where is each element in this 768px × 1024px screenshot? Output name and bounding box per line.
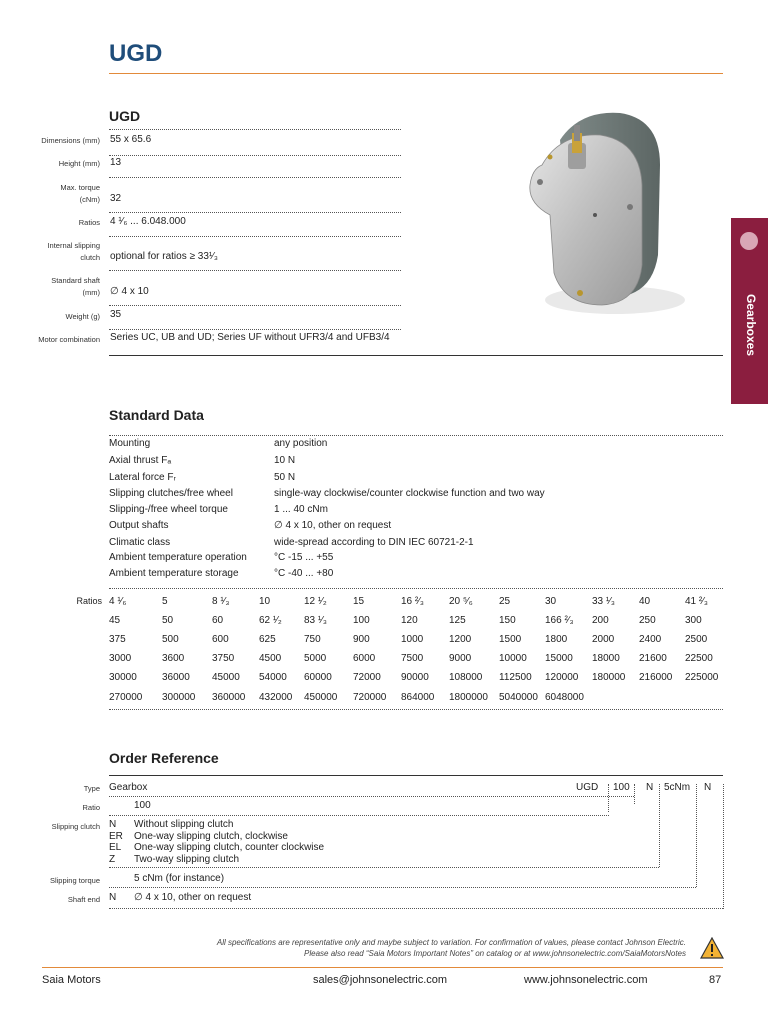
standard-row: Axial thrust Fₐ 10 N — [109, 455, 296, 466]
spec-label: Max. torque — [60, 183, 100, 192]
divider — [109, 155, 401, 156]
divider — [109, 435, 723, 436]
footer-rule — [42, 967, 723, 968]
spec-label: Weight (g) — [65, 312, 100, 321]
spec-label: Motor combination — [38, 335, 100, 344]
spec-value: Series UC, UB and UD; Series UF without UFR3/4 and UFB3/4 — [110, 332, 390, 343]
ratio-cell: 360000 — [212, 692, 246, 703]
divider — [109, 236, 401, 237]
ratio-cell: 41 ²⁄₃ — [685, 596, 708, 607]
page-number: 87 — [709, 974, 722, 986]
footer-brand: Saia Motors — [42, 974, 101, 986]
divider — [109, 815, 609, 816]
clutch-code: N — [109, 819, 117, 830]
ratio-cell: 1800 — [545, 634, 568, 645]
spec-value: 4 ¹⁄₆ ... 6.048.000 — [110, 216, 186, 227]
spec-value: 32 — [110, 193, 122, 204]
standard-row: Output shafts ∅ 4 x 10, other on request — [109, 520, 392, 531]
ratio-cell: 864000 — [401, 692, 435, 703]
order-label: Slipping clutch — [51, 822, 100, 831]
ratio-cell: 375 — [109, 634, 126, 645]
ratio-cell: 90000 — [401, 672, 429, 683]
ratio-cell: 432000 — [259, 692, 293, 703]
order-code: 5cNm — [664, 782, 691, 793]
ratio-cell: 100 — [353, 615, 370, 626]
ratio-cell: 45 — [109, 615, 121, 626]
ratio-cell: 8 ¹⁄₃ — [212, 596, 230, 607]
clutch-desc: One-way slipping clutch, clockwise — [134, 831, 288, 842]
disclaimer-line: All specifications are representative only and maybe subject to variation. For confirmation of values, please contact Johnson Electric. — [216, 938, 686, 947]
ratio-cell: 45000 — [212, 672, 240, 683]
ratio-cell: 166 ²⁄₃ — [545, 615, 574, 626]
ratio-cell: 125 — [449, 615, 466, 626]
spec-label: Standard shaft — [51, 276, 100, 285]
divider — [109, 588, 723, 589]
spec-label: Dimensions (mm) — [41, 136, 100, 145]
ratio-cell: 10 — [259, 596, 271, 607]
ratio-cell: 50 — [162, 615, 174, 626]
ratio-cell: 720000 — [353, 692, 387, 703]
clutch-desc: Without slipping clutch — [134, 819, 234, 830]
ratio-cell: 7500 — [401, 653, 424, 664]
order-code: 100 — [613, 782, 630, 793]
ratio-cell: 33 ¹⁄₃ — [592, 596, 615, 607]
ratio-cell: 1500 — [499, 634, 522, 645]
ratios-label: Ratios — [76, 596, 102, 606]
warning-icon — [700, 937, 724, 959]
divider — [109, 329, 401, 330]
ratio-cell: 1000 — [401, 634, 424, 645]
spec-label: clutch — [80, 253, 100, 262]
clutch-desc: Two-way slipping clutch — [134, 854, 240, 865]
spec-value: 55 x 65.6 — [110, 134, 152, 145]
divider — [109, 796, 634, 797]
ratio-cell: 2500 — [685, 634, 708, 645]
divider — [109, 305, 401, 306]
ratio-cell: 3750 — [212, 653, 235, 664]
ratio-cell: 15 — [353, 596, 365, 607]
ratio-cell: 500 — [162, 634, 179, 645]
ratio-cell: 1200 — [449, 634, 472, 645]
order-code: N — [646, 782, 654, 793]
order-type-value: Gearbox — [109, 782, 148, 793]
ratio-cell: 30 — [545, 596, 557, 607]
order-code: N — [704, 782, 712, 793]
spec-label: Ratios — [78, 218, 100, 227]
spec-value: ∅ 4 x 10 — [110, 286, 149, 297]
ratio-cell: 18000 — [592, 653, 620, 664]
ratio-cell: 25 — [499, 596, 511, 607]
order-label: Shaft end — [67, 895, 100, 904]
standard-row: Slipping-/free wheel torque 1 ... 40 cNm — [109, 504, 328, 515]
ratio-cell: 120000 — [545, 672, 579, 683]
spec-value: 35 — [110, 309, 122, 320]
ratio-cell: 10000 — [499, 653, 527, 664]
connector-line — [696, 784, 697, 887]
spec-label: (cNm) — [79, 195, 100, 204]
ratio-cell: 750 — [304, 634, 321, 645]
footer-email-link[interactable]: sales@johnsonelectric.com — [313, 974, 448, 986]
section-tab-label: Gearboxes — [744, 293, 758, 357]
ratio-cell: 225000 — [685, 672, 719, 683]
gearbox-product-image — [520, 105, 690, 335]
connector-line — [659, 784, 660, 867]
standard-row: Climatic class wide-spread according to DIN IEC 60721-2-1 — [109, 537, 474, 548]
ratio-cell: 250 — [639, 615, 656, 626]
ratio-cell: 180000 — [592, 672, 626, 683]
ratio-cell: 30000 — [109, 672, 137, 683]
spec-title: UGD — [109, 108, 141, 124]
ratio-cell: 6000 — [353, 653, 376, 664]
standard-row: Ambient temperature operation °C -15 ... +55 — [109, 552, 334, 563]
ratio-cell: 120 — [401, 615, 418, 626]
clutch-code: ER — [109, 831, 123, 842]
ratio-cell: 62 ¹⁄₂ — [259, 615, 282, 626]
ratio-cell: 60000 — [304, 672, 332, 683]
standard-row: Ambient temperature storage °C -40 ... +80 — [109, 568, 334, 579]
section-rule — [109, 355, 723, 356]
divider — [109, 867, 659, 868]
ratio-cell: 83 ¹⁄₃ — [304, 615, 327, 626]
page-title: UGD — [109, 40, 163, 67]
ratio-cell: 216000 — [639, 672, 673, 683]
ratio-cell: 12 ¹⁄₂ — [304, 596, 327, 607]
divider — [109, 709, 723, 710]
order-label: Slipping torque — [49, 876, 100, 885]
connector-line — [723, 784, 724, 909]
ratio-cell: 3000 — [109, 653, 132, 664]
ratio-cell: 600 — [212, 634, 229, 645]
tab-circle-icon — [740, 232, 758, 250]
order-torque-value: 5 cNm (for instance) — [134, 873, 225, 884]
ratio-cell: 15000 — [545, 653, 573, 664]
ratio-cell: 450000 — [304, 692, 338, 703]
ratio-cell: 20 ⁵⁄₆ — [449, 596, 473, 607]
divider — [109, 177, 401, 178]
ratio-cell: 200 — [592, 615, 609, 626]
section-tab[interactable] — [731, 218, 768, 404]
order-label: Type — [83, 784, 100, 793]
connector-line — [608, 784, 609, 812]
ratio-cell: 300000 — [162, 692, 196, 703]
ratio-cell: 16 ²⁄₃ — [401, 596, 424, 607]
standard-row: Lateral force Fᵣ 50 N — [109, 472, 296, 483]
standard-data-title: Standard Data — [109, 407, 204, 423]
order-shaft-value: ∅ 4 x 10, other on request — [134, 892, 252, 903]
ratio-cell: 150 — [499, 615, 516, 626]
ratio-cell: 1800000 — [449, 692, 488, 703]
ratio-cell: 112500 — [499, 672, 532, 683]
divider — [109, 129, 401, 130]
divider — [109, 887, 696, 888]
ratio-cell: 60 — [212, 615, 224, 626]
spec-label: Height (mm) — [58, 159, 100, 168]
disclaimer-line: Please also read “Saia Motors Important Notes” on catalog or at www.johnsonelectric.com/SaiaMotorsNotes — [304, 949, 686, 958]
ratio-cell: 22500 — [685, 653, 713, 664]
order-code: UGD — [576, 782, 599, 793]
ratio-cell: 54000 — [259, 672, 287, 683]
ratio-cell: 108000 — [449, 672, 483, 683]
spec-label: Internal slipping — [47, 241, 100, 250]
order-label: Ratio — [82, 803, 100, 812]
order-reference-title: Order Reference — [109, 750, 219, 766]
ratio-cell: 3600 — [162, 653, 185, 664]
ratio-cell: 9000 — [449, 653, 472, 664]
order-ratio-value: 100 — [134, 800, 151, 811]
ratio-cell: 5040000 — [499, 692, 538, 703]
standard-row: Mounting any position — [109, 438, 328, 449]
ratio-cell: 5000 — [304, 653, 327, 664]
ratio-cell: 300 — [685, 615, 702, 626]
ratio-cell: 4500 — [259, 653, 282, 664]
ratio-cell: 72000 — [353, 672, 381, 683]
section-rule — [109, 775, 723, 776]
ratio-cell: 6048000 — [545, 692, 584, 703]
ratio-cell: 625 — [259, 634, 276, 645]
ratio-cell: 2400 — [639, 634, 662, 645]
clutch-code: Z — [109, 854, 116, 865]
clutch-desc: One-way slipping clutch, counter clockwise — [134, 842, 325, 853]
ratio-cell: 21600 — [639, 653, 667, 664]
standard-row: Slipping clutches/free wheel single-way clockwise/counter clockwise function and two way — [109, 488, 545, 499]
shaft-code: N — [109, 892, 117, 903]
spec-label: (mm) — [82, 288, 100, 297]
divider — [109, 908, 723, 909]
title-rule — [109, 73, 723, 74]
ratio-cell: 40 — [639, 596, 651, 607]
ratio-cell: 270000 — [109, 692, 143, 703]
footer-web-link[interactable]: www.johnsonelectric.com — [524, 974, 648, 986]
spec-value: optional for ratios ≥ 33¹⁄₃ — [110, 251, 218, 262]
ratio-cell: 4 ¹⁄₆ — [109, 596, 127, 607]
ratio-cell: 900 — [353, 634, 370, 645]
ratio-cell: 2000 — [592, 634, 615, 645]
spec-value: 13 — [110, 157, 122, 168]
clutch-code: EL — [109, 842, 122, 853]
ratio-cell: 5 — [162, 596, 168, 607]
ratio-cell: 36000 — [162, 672, 190, 683]
divider — [109, 270, 401, 271]
connector-line — [634, 784, 635, 804]
divider — [109, 212, 401, 213]
